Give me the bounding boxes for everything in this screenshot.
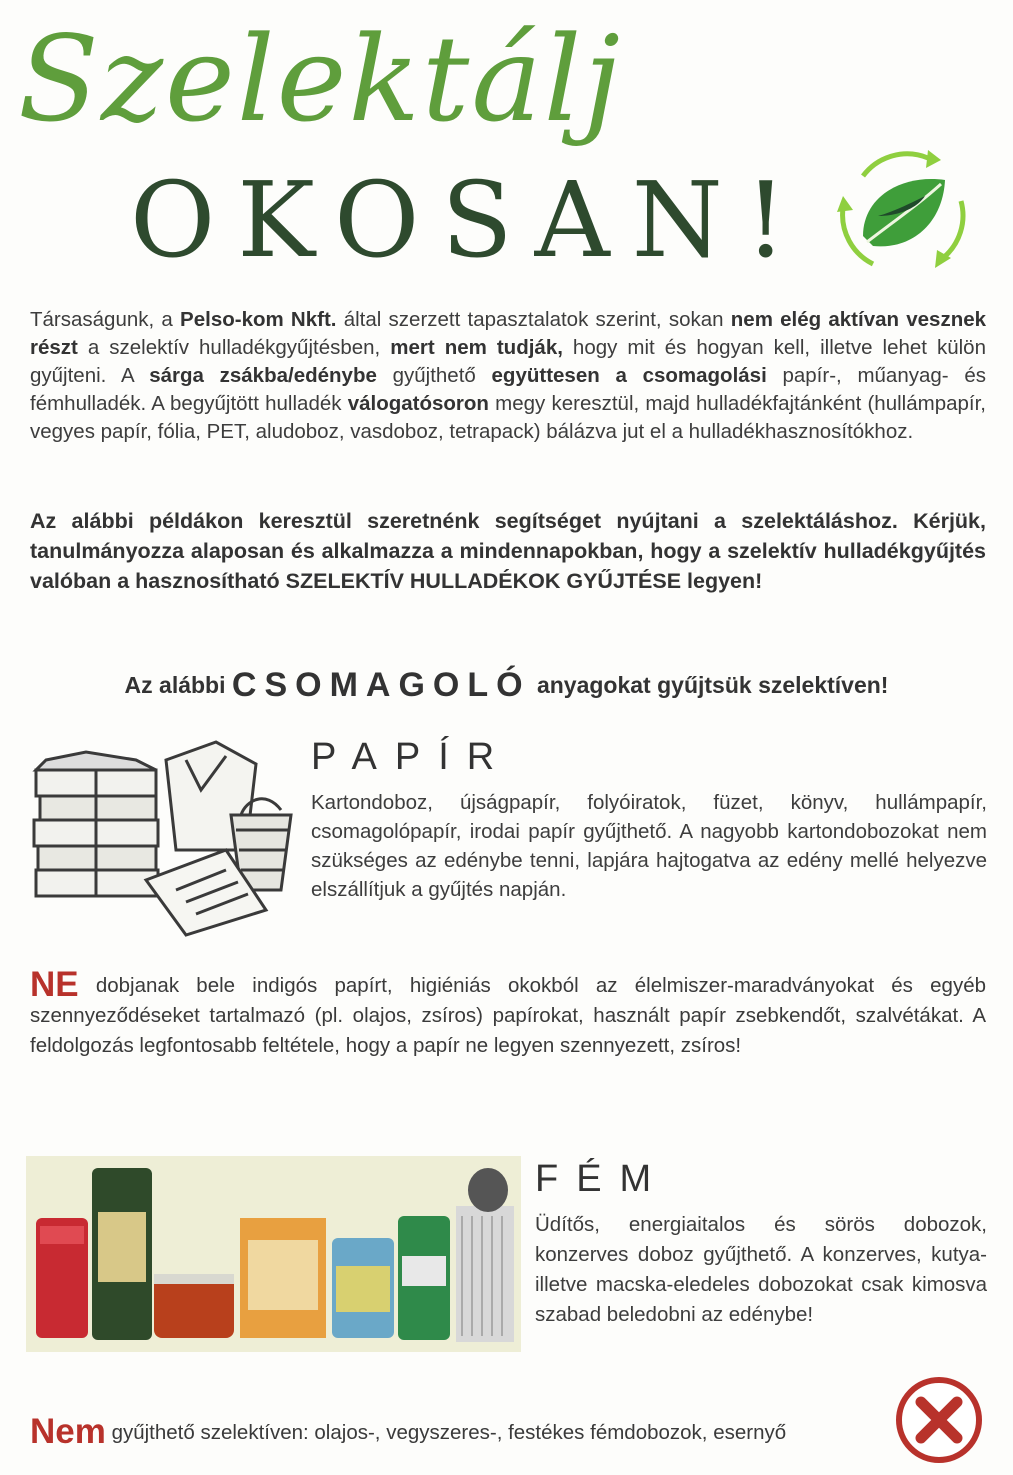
intro-emphasis: együttesen a csomagolási [491,364,767,387]
metal-section-title: FÉM [535,1158,670,1200]
intro-text: Társaságunk, a [30,308,181,331]
packaging-heading-post: anyagokat gyűjtsük szelektíven! [530,672,889,698]
intro-call-to-action: Az alábbi példákon keresztül szeretnénk segítséget nyújtani a szelektáláshoz. Kérjük, tanulmányozza alaposan és alkalmazza a mindennapokban, hogy a szelektív hulladékgyűjtés valóban a hasznosítható SZELEKTÍV HULLADÉKOK GYŰJTÉSE legyen! [30,509,986,593]
intro-text: papír-, műanyag- és fémhulladék. A begyűjtött hulladék [30,364,986,415]
script-title [18,10,623,148]
intro-text: gyűjthető [376,364,492,387]
intro-emphasis: mert nem tudják, [390,336,563,359]
paper-exclusions-text: dobjanak bele indigós papírt, higiéniás okokból az élelmiszer-maradványokat és egyéb szennyeződéseket tartalmazó (pl. olajos, zsíros) papírokat, használt papír zsebkendőt, szalvétákat. A feldolgozás legfontosabb feltétele, hogy a papír ne legyen szennyezett, zsíros! [30,974,986,1057]
intro-paragraph [30,306,986,446]
intro-emphasis: nem elég aktívan vesznek részt [30,308,987,359]
paper-illustration [26,730,298,942]
intro-emphasis: válogatósoron [347,392,489,415]
company-name: Pelso-kom Nkft. [180,308,337,331]
metal-section-text: Üdítős, energiaitalos és sörös dobozok, konzerves doboz gyűjthető. A konzerves, kutya- illetve macska-eledeles dobozokat csak kimosva szabad beledobni az edénybe! [535,1213,987,1326]
metal-exclusions-text: gyűjthető szelektíven: olajos-, vegyszeres-, festékes fémdobozok, esernyő [105,1421,787,1444]
intro-text: által szerzett tapasztalatok szerint, sokan [336,308,731,331]
packaging-heading-pre: Az alábbi [124,672,232,698]
recycle-leaf-icon [833,146,973,276]
paper-exclusions [30,965,986,1061]
intro-text: a szelektív hulladékgyűjtésben, [77,336,391,359]
paper-section-text: Kartondoboz, újságpapír, folyóiratok, füzet, könyv, hullámpapír, csomagolópapír, irodai papír gyűjthető. A nagyobb kartondobozokat nem szükséges az edénybe tenni, lapjára hajtogatva az edény mellé helyezve elszállítjuk a gyűjtés napján. [311,791,987,901]
forbidden-x-icon [893,1374,985,1466]
packaging-heading-big: CSOMAGOLÓ [231,666,531,704]
page-title: OKOSAN! [130,159,809,281]
intro-emphasis: sárga zsákba/edénybe [149,364,377,387]
paper-section-title: PAPÍR [311,736,513,778]
script-title-text: Szelektálj [18,10,623,148]
metal-exclusions [30,1412,910,1452]
intro-text: hogy mit és hogyan kell, illetve lehet külön gyűjteni. A [30,336,986,387]
metal-cans-photo [26,1156,521,1352]
intro-text: megy keresztül, majd hulladékfajtánként (hullámpapír, vegyes papír, fólia, PET, aludoboz, vasdoboz, tetrapack) bálázva jut el a hulladékhasznosítókhoz. [30,392,986,443]
nem-warning-word: Nem [30,1412,106,1451]
ne-warning-word: NE [30,965,79,1004]
packaging-heading [0,666,1013,705]
